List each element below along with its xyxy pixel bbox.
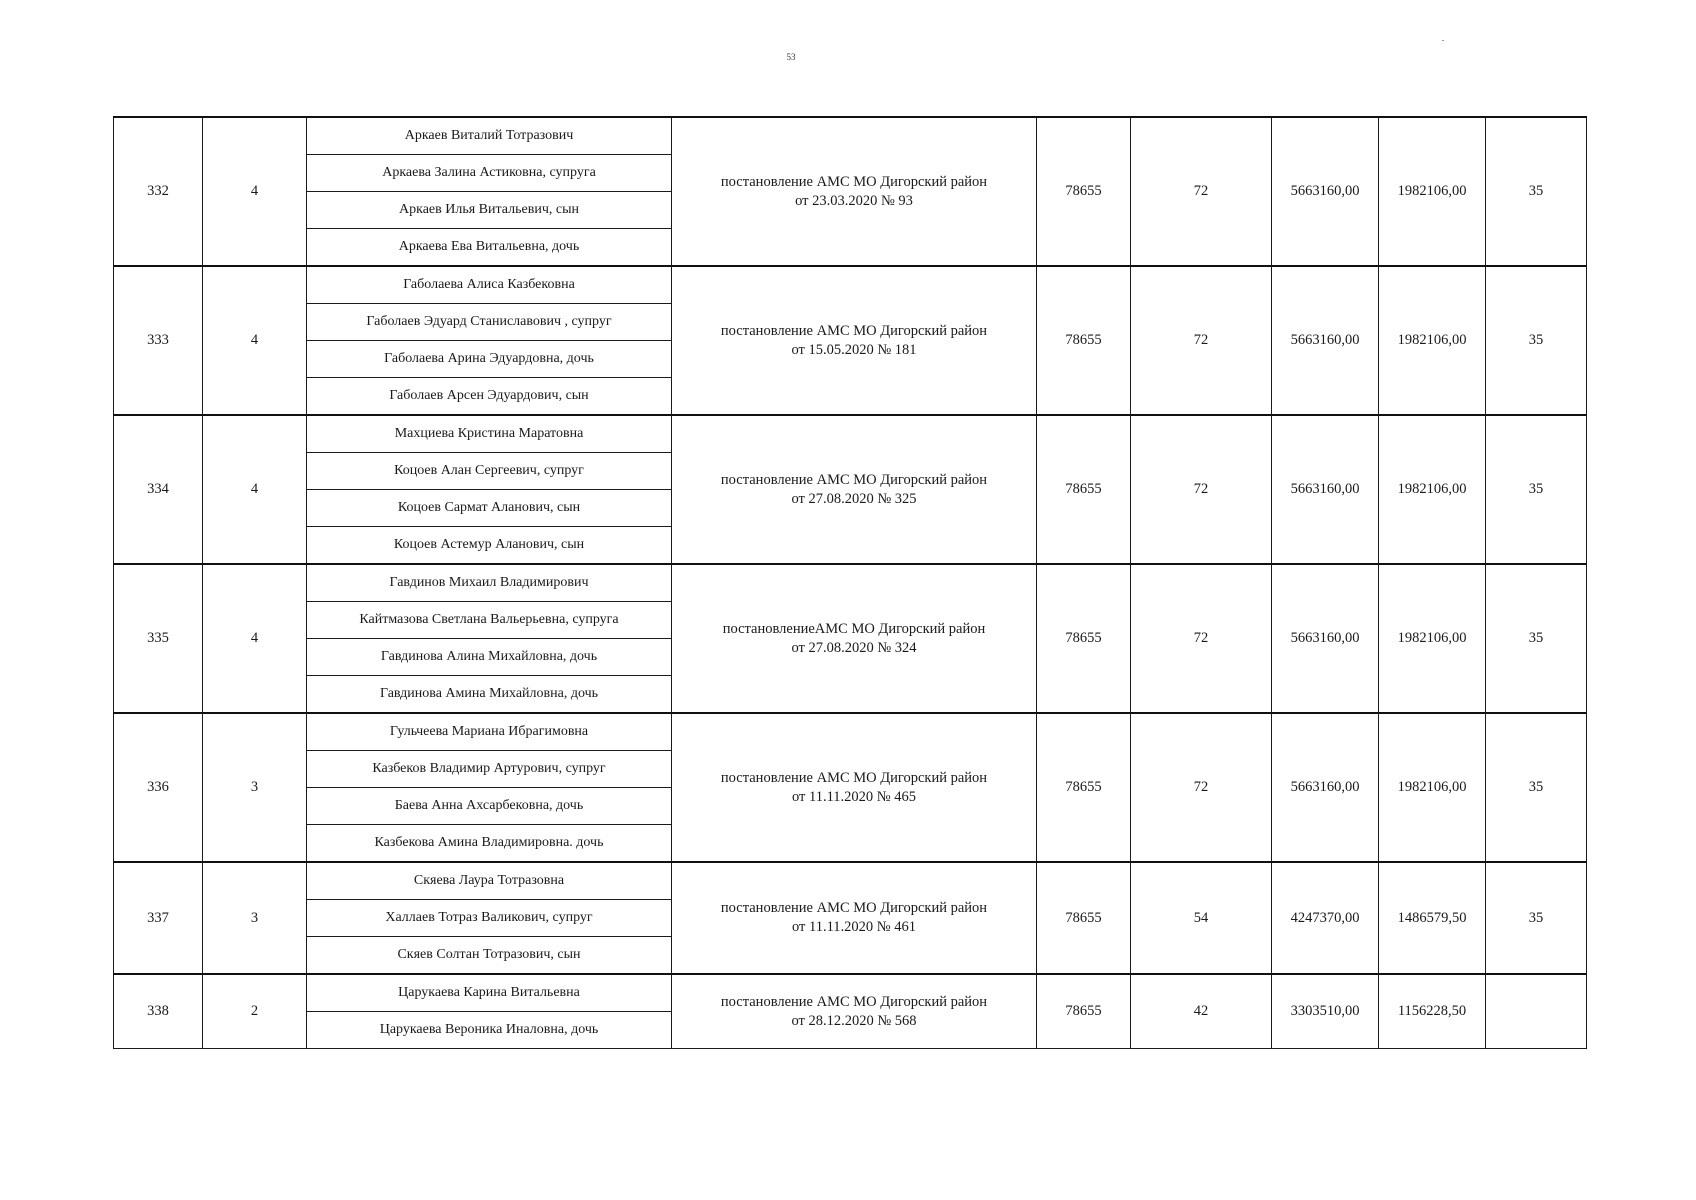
total-cost-cell: 5663160,00 — [1272, 117, 1379, 266]
rate-cell: 78655 — [1037, 266, 1131, 415]
member-name-cell: Коцоев Сармат Аланович, сын — [307, 490, 672, 527]
subsidy-cell: 1982106,00 — [1379, 564, 1486, 713]
resolution-title: постановление АМС МО Дигорский район — [720, 769, 988, 786]
subsidy-cell: 1486579,50 — [1379, 862, 1486, 974]
table-row — [114, 266, 1587, 304]
record-number-cell: 336 — [114, 713, 203, 862]
member-name-cell: Габолаев Эдуард Станиславович , супруг — [307, 304, 672, 341]
member-name-cell: Скяева Лаура Тотразовна — [307, 862, 672, 900]
total-cost-cell: 3303510,00 — [1272, 974, 1379, 1049]
subsidy-cell: 1982106,00 — [1379, 415, 1486, 564]
member-name-cell: Баева Анна Ахсарбековна, дочь — [307, 788, 672, 825]
members-count-cell: 4 — [203, 266, 307, 415]
resolution-cell — [672, 713, 1037, 862]
percent-cell: 35 — [1486, 862, 1587, 974]
table-row — [114, 564, 1587, 602]
resolution-cell — [672, 974, 1037, 1049]
rate-cell: 78655 — [1037, 974, 1131, 1049]
member-name-cell: Гавдинов Михаил Владимирович — [307, 564, 672, 602]
table-row — [114, 117, 1587, 155]
percent-cell: 35 — [1486, 564, 1587, 713]
resolution-date-number: от 23.03.2020 № 93 — [795, 192, 913, 209]
area-cell: 72 — [1131, 415, 1272, 564]
member-name-cell: Аркаев Виталий Тотразович — [307, 117, 672, 155]
percent-cell: 35 — [1486, 117, 1587, 266]
record-number-cell: 338 — [114, 974, 203, 1049]
resolution-date-number: от 28.12.2020 № 568 — [791, 1012, 917, 1029]
member-name-cell: Гульчеева Мариана Ибрагимовна — [307, 713, 672, 751]
area-cell: 72 — [1131, 713, 1272, 862]
member-name-cell: Аркаева Ева Витальевна, дочь — [307, 229, 672, 267]
table-row — [114, 974, 1587, 1012]
resolution-title: постановление АМС МО Дигорский район — [720, 900, 988, 916]
subsidy-cell: 1982106,00 — [1379, 117, 1486, 266]
rate-cell: 78655 — [1037, 117, 1131, 266]
area-cell: 54 — [1131, 862, 1272, 974]
total-cost-cell: 4247370,00 — [1272, 862, 1379, 974]
resolution-date-number: от 27.08.2020 № 324 — [791, 639, 917, 656]
member-name-cell: Казбеков Владимир Артурович, супруг — [307, 751, 672, 788]
record-number-cell: 334 — [114, 415, 203, 564]
registry-body — [114, 117, 1587, 1049]
members-count-cell: 3 — [203, 713, 307, 862]
member-name-cell: Казбекова Амина Владимировна. дочь — [307, 825, 672, 863]
rate-cell: 78655 — [1037, 564, 1131, 713]
record-number-cell: 337 — [114, 862, 203, 974]
member-name-cell: Коцоев Алан Сергеевич, супруг — [307, 453, 672, 490]
member-name-cell: Гавдинова Алина Михайловна, дочь — [307, 639, 672, 676]
percent-cell: 35 — [1486, 415, 1587, 564]
resolution-cell — [672, 862, 1037, 974]
percent-cell: 35 — [1486, 266, 1587, 415]
area-cell: 72 — [1131, 117, 1272, 266]
members-count-cell: 4 — [203, 415, 307, 564]
member-name-cell: Аркаев Илья Витальевич, сын — [307, 192, 672, 229]
member-name-cell: Габолаева Арина Эдуардовна, дочь — [307, 341, 672, 378]
total-cost-cell: 5663160,00 — [1272, 415, 1379, 564]
resolution-date-number: от 11.11.2020 № 465 — [791, 788, 917, 805]
subsidy-cell: 1982106,00 — [1379, 266, 1486, 415]
resolution-title: постановление АМС МО Дигорский район — [720, 322, 988, 339]
resolution-title: постановление АМС МО Дигорский район — [720, 993, 988, 1010]
total-cost-cell: 5663160,00 — [1272, 713, 1379, 862]
members-count-cell: 4 — [203, 117, 307, 266]
area-cell: 72 — [1131, 266, 1272, 415]
total-cost-cell: 5663160,00 — [1272, 266, 1379, 415]
resolution-cell — [672, 266, 1037, 415]
member-name-cell: Царукаева Карина Витальевна — [307, 974, 672, 1012]
member-name-cell: Царукаева Вероника Иналовна, дочь — [307, 1012, 672, 1049]
total-cost-cell: 5663160,00 — [1272, 564, 1379, 713]
resolution-cell — [672, 415, 1037, 564]
percent-cell — [1486, 974, 1587, 1049]
area-cell: 72 — [1131, 564, 1272, 713]
area-cell: 42 — [1131, 974, 1272, 1049]
resolution-date-number: от 15.05.2020 № 181 — [791, 341, 917, 358]
table-row — [114, 415, 1587, 453]
member-name-cell: Махциева Кристина Маратовна — [307, 415, 672, 453]
record-number-cell: 333 — [114, 266, 203, 415]
members-count-cell: 4 — [203, 564, 307, 713]
resolution-title: постановление АМС МО Дигорский район — [720, 173, 988, 190]
page-number: 53 — [786, 52, 796, 62]
member-name-cell: Аркаева Залина Астиковна, супруга — [307, 155, 672, 192]
member-name-cell: Гавдинова Амина Михайловна, дочь — [307, 676, 672, 714]
resolution-title: постановление АМС МО Дигорский район — [720, 471, 988, 488]
member-name-cell: Габолаев Арсен Эдуардович, сын — [307, 378, 672, 416]
percent-cell: 35 — [1486, 713, 1587, 862]
scan-mark — [1442, 40, 1444, 41]
member-name-cell: Габолаева Алиса Казбековна — [307, 266, 672, 304]
subsidy-cell: 1982106,00 — [1379, 713, 1486, 862]
resolution-date-number: от 11.11.2020 № 461 — [791, 919, 917, 935]
member-name-cell: Кайтмазова Светлана Вальерьевна, супруга — [307, 602, 672, 639]
table-row — [114, 713, 1587, 751]
resolution-cell — [672, 564, 1037, 713]
registry-table — [113, 116, 1587, 1049]
resolution-date-number: от 27.08.2020 № 325 — [791, 490, 917, 507]
rate-cell: 78655 — [1037, 415, 1131, 564]
table-row — [114, 862, 1587, 900]
members-count-cell: 2 — [203, 974, 307, 1049]
record-number-cell: 332 — [114, 117, 203, 266]
resolution-title: постановлениеАМС МО Дигорский район — [722, 620, 986, 637]
rate-cell: 78655 — [1037, 862, 1131, 974]
member-name-cell: Коцоев Астемур Аланович, сын — [307, 527, 672, 565]
member-name-cell: Скяев Солтан Тотразович, сын — [307, 937, 672, 975]
record-number-cell: 335 — [114, 564, 203, 713]
members-count-cell: 3 — [203, 862, 307, 974]
resolution-cell — [672, 117, 1037, 266]
member-name-cell: Халлаев Тотраз Валикович, супруг — [307, 900, 672, 937]
subsidy-cell: 1156228,50 — [1379, 974, 1486, 1049]
rate-cell: 78655 — [1037, 713, 1131, 862]
